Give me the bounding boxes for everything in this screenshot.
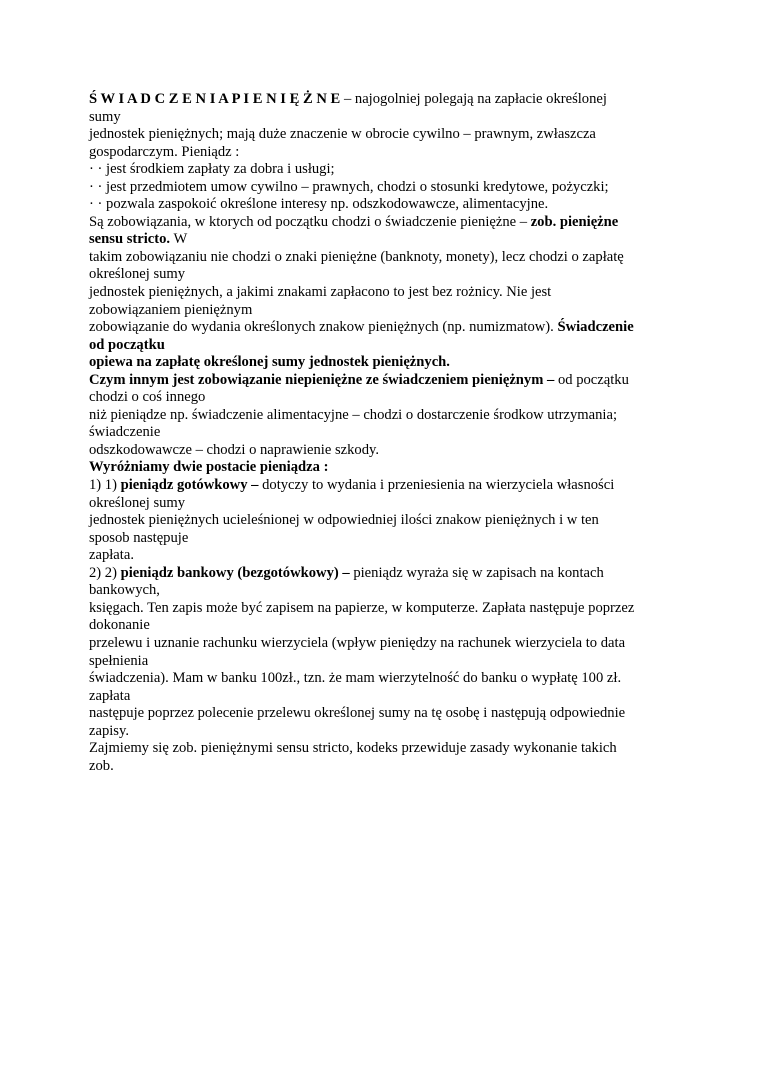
text-segment: 1) 1) (89, 477, 121, 494)
text-line (89, 109, 679, 127)
text-segment: 2) 2) (89, 564, 121, 581)
bold-text-segment: Czym innym jest zobowiązanie niepieniężne ze świadczeniem pieniężnym – (89, 371, 555, 388)
text-segment: takim zobowiązaniu nie chodzi o znaki pieniężne (banknoty, monety), lecz chodzi o zapłatę (89, 248, 624, 265)
text-segment: zobowiązanie do wydania określonych znakow pieniężnych (np. numizmatow). (89, 319, 558, 336)
text-line (89, 442, 679, 460)
document-text (89, 91, 679, 775)
bold-text-segment: od początku (89, 336, 165, 353)
text-line (89, 372, 679, 390)
bold-text-segment: pieniądz bankowy (bezgotówkowy) – (120, 564, 350, 581)
text-line (89, 179, 679, 197)
text-line (89, 670, 679, 688)
text-segment: · · pozwala zaspokoić określone interesy np. odszkodowawcze, alimentacyjne. (89, 196, 549, 213)
text-segment: niż pieniądze np. świadczenie alimentacyjne – chodzi o dostarczenie środkow utrzymania; (89, 406, 618, 423)
text-segment: jednostek pieniężnych, a jakimi znakami zapłacono to jest bez rożnicy. Nie jest (89, 284, 552, 301)
text-line (89, 512, 679, 530)
text-line (89, 354, 679, 372)
text-segment: bankowych, (89, 582, 160, 599)
text-line (89, 144, 679, 162)
text-segment: określonej sumy (89, 494, 186, 511)
text-segment: sumy (89, 108, 121, 125)
bold-text-segment: zob. pieniężne (530, 213, 619, 230)
bold-text-segment: Ś W I A D C Z E N I A P I E N I Ę Ż N E (89, 91, 341, 107)
text-line (89, 600, 679, 618)
text-segment: – najogolniej polegają na zapłacie określonej (340, 91, 607, 107)
bold-text-segment: opiewa na zapłatę określonej sumy jednostek pieniężnych. (89, 354, 450, 371)
text-segment: gospodarczym. Pieniądz : (89, 143, 240, 160)
text-segment: chodzi o coś innego (89, 389, 206, 406)
text-line (89, 231, 679, 249)
bold-text-segment: Wyróżniamy dwie postacie pieniądza : (89, 459, 329, 476)
text-line (89, 389, 679, 407)
bold-text-segment: sensu stricto. (89, 231, 171, 248)
text-line (89, 214, 679, 232)
text-segment: jednostek pieniężnych ucieleśnionej w odpowiedniej ilości znakow pieniężnych i w ten (89, 512, 599, 529)
text-line (89, 617, 679, 635)
text-segment: zob. (89, 757, 114, 774)
text-segment: zapisy. (89, 722, 129, 739)
text-segment: księgach. Ten zapis może być zapisem na papierze, w komputerze. Zapłata następuje poprzez (89, 599, 635, 616)
bold-text-segment: Świadczenie (557, 319, 634, 336)
text-segment: dotyczy to wydania i przeniesienia na wierzyciela własności (258, 477, 615, 494)
text-line (89, 495, 679, 513)
bold-text-segment: pieniądz gotówkowy – (120, 477, 259, 494)
text-line (89, 284, 679, 302)
text-segment: określonej sumy (89, 266, 186, 283)
text-line (89, 319, 679, 337)
text-segment: świadczenia). Mam w banku 100zł., tzn. że mam wierzytelność do banku o wypłatę 100 zł. (89, 670, 622, 687)
text-line (89, 565, 679, 583)
text-line (89, 653, 679, 671)
text-segment: pieniądz wyraża się w zapisach na kontach (349, 564, 604, 581)
text-segment: jednostek pieniężnych; mają duże znaczenie w obrocie cywilno – prawnym, zwłaszcza (89, 126, 596, 143)
text-segment: zapłata (89, 687, 131, 704)
text-segment: świadczenie (89, 424, 161, 441)
text-segment: Zajmiemy się zob. pieniężnymi sensu stricto, kodeks przewiduje zasady wykonanie takich (89, 740, 617, 757)
text-segment: zobowiązaniem pieniężnym (89, 301, 253, 318)
text-line (89, 705, 679, 723)
text-line (89, 547, 679, 565)
text-line (89, 266, 679, 284)
text-line (89, 758, 679, 776)
text-line (89, 582, 679, 600)
text-segment: od początku (554, 371, 629, 388)
text-segment: przelewu i uznanie rachunku wierzyciela (wpływ pieniędzy na rachunek wierzyciela to data (89, 634, 626, 651)
text-segment: następuje poprzez polecenie przelewu określonej sumy na tę osobę i następują odpowiednie (89, 705, 626, 722)
text-line (89, 126, 679, 144)
text-line (89, 459, 679, 477)
text-line (89, 161, 679, 179)
text-segment: · · jest przedmiotem umow cywilno – prawnych, chodzi o stosunki kredytowe, pożyczki; (89, 178, 609, 195)
text-line (89, 337, 679, 355)
text-segment: odszkodowawcze – chodzi o naprawienie szkody. (89, 441, 380, 458)
text-line (89, 249, 679, 267)
text-line (89, 477, 679, 495)
text-line (89, 302, 679, 320)
text-line (89, 424, 679, 442)
text-line (89, 530, 679, 548)
text-line (89, 91, 679, 109)
text-segment: zapłata. (89, 547, 134, 564)
text-segment: sposob następuje (89, 529, 189, 546)
text-line (89, 723, 679, 741)
text-line (89, 740, 679, 758)
text-segment: Są zobowiązania, w ktorych od początku chodzi o świadczenie pieniężne – (89, 213, 531, 230)
text-segment: · · jest środkiem zapłaty za dobra i usługi; (89, 161, 335, 178)
text-segment: W (170, 231, 188, 248)
text-line (89, 635, 679, 653)
text-line (89, 196, 679, 214)
text-segment: spełnienia (89, 652, 149, 669)
text-line (89, 688, 679, 706)
text-line (89, 407, 679, 425)
text-segment: dokonanie (89, 617, 150, 634)
